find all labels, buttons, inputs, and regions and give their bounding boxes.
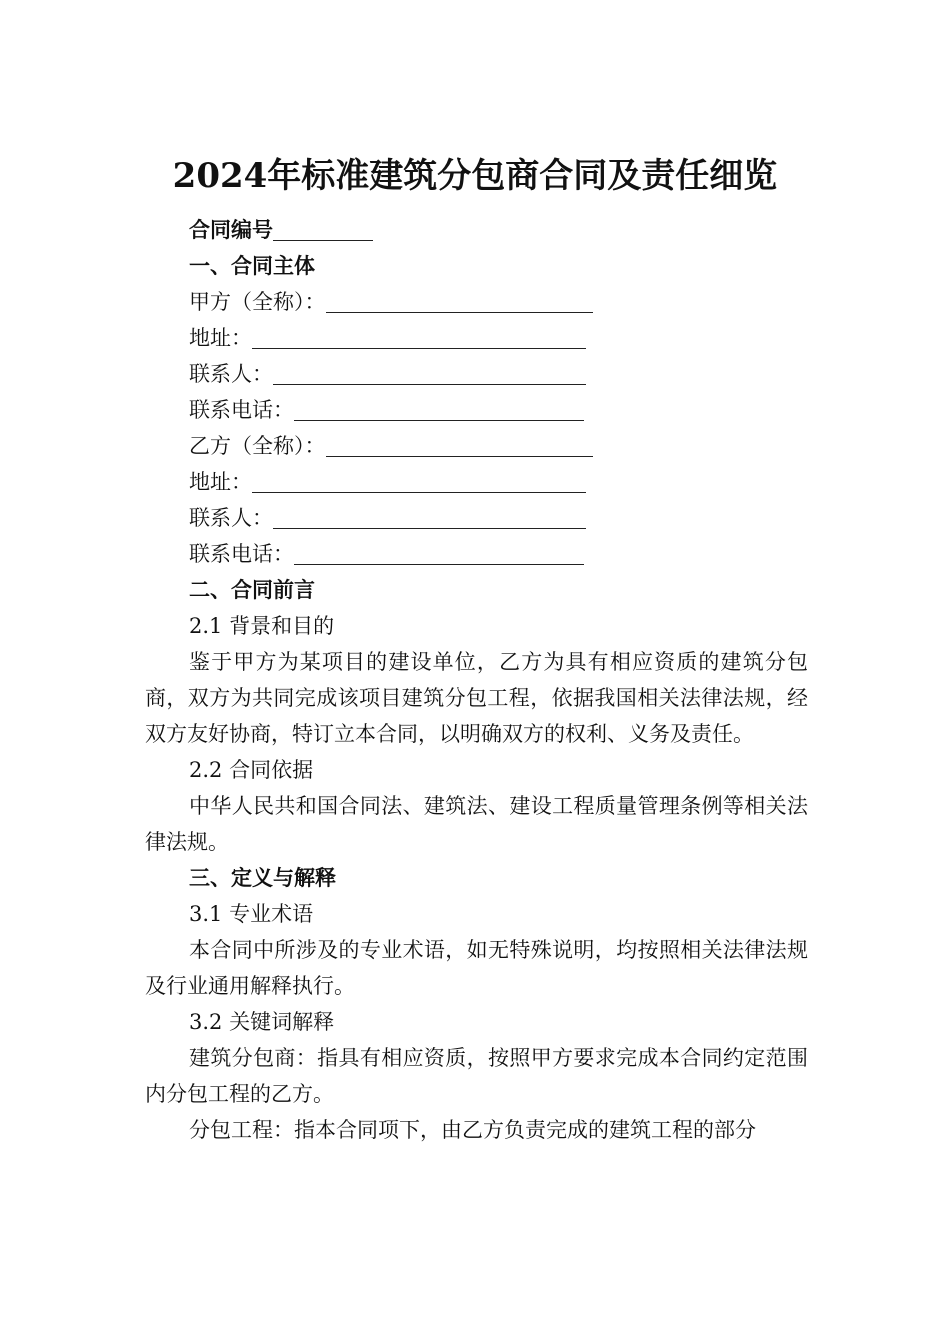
contract-number-line (145, 212, 808, 248)
paragraph-background: 鉴于甲方为某项目的建设单位，乙方为具有相应资质的建筑分包商，双方为共同完成该项目建筑分包工程，依据我国相关法律法规，经双方友好协商，特订立本合同，以明确双方的权利、义务及责任。 (145, 650, 808, 746)
party-b-phone-label: 联系电话： (189, 542, 294, 566)
contract-number-blank[interactable] (273, 218, 373, 241)
party-a-phone-line (145, 392, 808, 428)
section-heading-definitions: 三、定义与解释 (189, 866, 336, 890)
party-a-address-line (145, 320, 808, 356)
subsection-heading-background: 2.1 背景和目的 (189, 614, 335, 638)
party-b-name-line (145, 428, 808, 464)
party-b-address-line (145, 464, 808, 500)
party-b-address-label: 地址： (189, 470, 252, 494)
contract-number-label: 合同编号 (189, 218, 273, 242)
document-body (145, 212, 808, 1148)
party-a-name-label: 甲方（全称）： (189, 290, 326, 314)
party-b-name-blank[interactable] (326, 434, 593, 457)
paragraph-terms: 本合同中所涉及的专业术语，如无特殊说明，均按照相关法律法规及行业通用解释执行。 (145, 938, 808, 998)
party-b-address-blank[interactable] (252, 470, 586, 493)
party-a-phone-label: 联系电话： (189, 398, 294, 422)
paragraph-definition-subcontractor: 建筑分包商：指具有相应资质，按照甲方要求完成本合同约定范围内分包工程的乙方。 (145, 1046, 808, 1106)
party-a-contact-label: 联系人： (189, 362, 273, 386)
party-b-name-label: 乙方（全称）： (189, 434, 326, 458)
party-a-contact-blank[interactable] (273, 362, 586, 385)
party-b-contact-label: 联系人： (189, 506, 273, 530)
party-a-address-blank[interactable] (252, 326, 586, 349)
party-b-contact-blank[interactable] (273, 506, 586, 529)
section-heading-preamble: 二、合同前言 (189, 578, 315, 602)
document-title: 2024年标准建筑分包商合同及责任细览 (172, 156, 778, 196)
subsection-heading-terms: 3.1 专业术语 (189, 902, 314, 926)
paragraph-definition-subcontract-work: 分包工程：指本合同项下，由乙方负责完成的建筑工程的部分 (189, 1118, 756, 1142)
subsection-heading-basis: 2.2 合同依据 (189, 758, 314, 782)
section-heading-parties: 一、合同主体 (189, 254, 315, 278)
party-a-contact-line (145, 356, 808, 392)
party-a-name-blank[interactable] (326, 290, 593, 313)
subsection-heading-keywords: 3.2 关键词解释 (189, 1010, 335, 1034)
party-a-phone-blank[interactable] (294, 398, 584, 421)
party-a-address-label: 地址： (189, 326, 252, 350)
party-a-name-line (145, 284, 808, 320)
paragraph-basis: 中华人民共和国合同法、建筑法、建设工程质量管理条例等相关法律法规。 (145, 794, 808, 854)
party-b-contact-line (145, 500, 808, 536)
party-b-phone-blank[interactable] (294, 542, 584, 565)
party-b-phone-line (145, 536, 808, 572)
